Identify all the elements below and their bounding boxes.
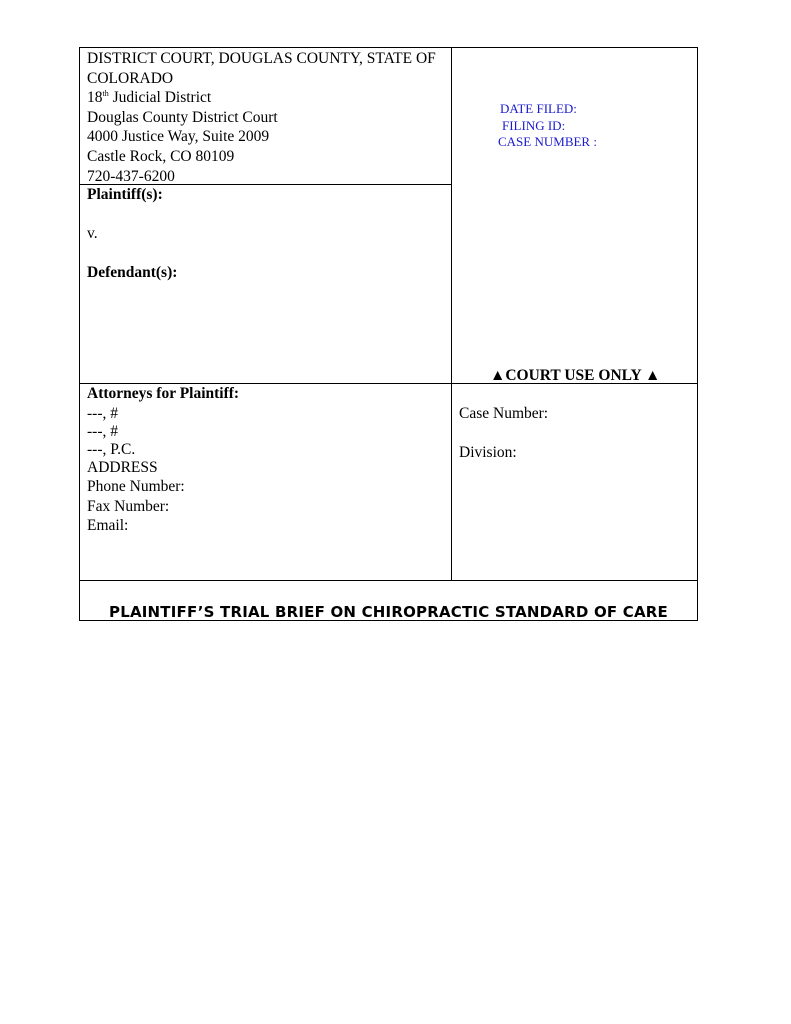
case-number-stamp-label: CASE NUMBER : [498,134,597,149]
attorney-fax-label: Fax Number: [87,498,170,515]
court-use-only-label: ▲COURT USE ONLY ▲ [490,367,661,384]
court-name-line-1: DISTRICT COURT, DOUGLAS COUNTY, STATE OF [87,50,436,67]
judicial-district [87,88,436,108]
attorney-address: ADDRESS [87,459,158,476]
plaintiff-label: Plaintiff(s): [87,186,163,203]
court-title: Douglas County District Court [87,108,278,126]
attorney-2: ---, # [87,423,118,440]
court-street-address: 4000 Justice Way, Suite 2009 [87,128,270,146]
attorney-1: ---, # [87,405,118,422]
court-name-line-2: COLORADO [87,69,174,87]
caption-column-divider [451,48,452,581]
court-city-state-zip: Castle Rock, CO 80109 [87,147,235,165]
attorneys-heading: Attorneys for Plaintiff: [87,385,240,402]
court-info-block [87,49,436,186]
versus-text: v. [87,225,98,242]
division-label: Division: [459,444,517,461]
case-number-label: Case Number: [459,405,549,422]
attorney-phone-label: Phone Number: [87,478,185,495]
document-title: PLAINTIFF’S TRIAL BRIEF ON CHIROPRACTIC STANDARD OF CARE [109,603,668,621]
law-firm-name: ---, P.C. [87,441,136,458]
filing-id-label: FILING ID: [502,118,566,133]
attorney-email-label: Email: [87,517,129,534]
date-filed-label: DATE FILED: [500,101,577,116]
district-number: 18 [87,89,103,107]
court-phone: 720-437-6200 [87,167,175,185]
district-ordinal: th [102,89,109,99]
attorney-block-divider [80,580,697,581]
district-text: Judicial District [108,89,212,107]
defendant-label: Defendant(s): [87,264,178,281]
case-caption-table [79,47,698,621]
